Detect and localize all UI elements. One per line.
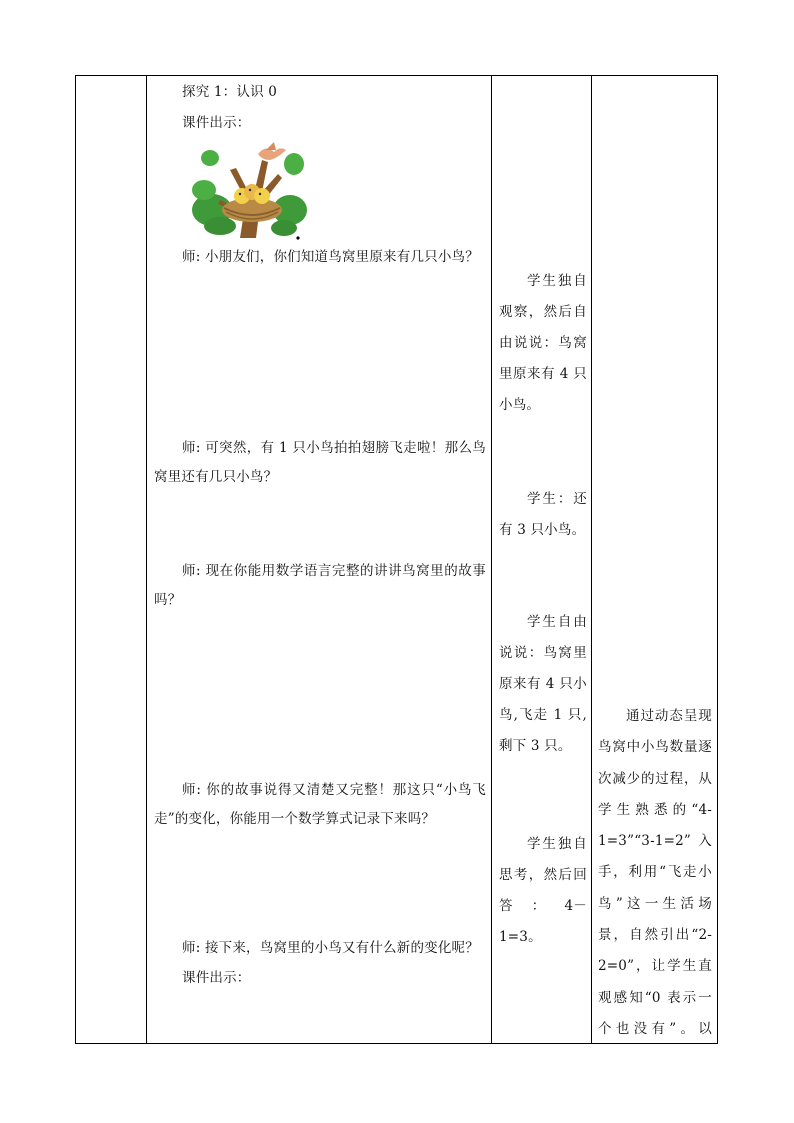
student-response-2: 学生：还有 3 只小鸟。	[499, 491, 587, 538]
bird-nest-illustration	[190, 140, 308, 240]
student-response-1: 学生独自观察，然后自由说说：鸟窝里原来有 4 只小鸟。	[499, 273, 587, 413]
teacher-question-5: 师: 接下来，鸟窝里的小鸟又有什么新的变化呢？	[182, 940, 479, 956]
teacher-question-3: 师: 现在你能用数学语言完整的讲讲鸟窝里的故事吗？	[154, 563, 486, 608]
column-divider	[146, 75, 147, 1044]
courseware-label: 课件出示：	[182, 115, 251, 131]
teacher-question-4: 师: 你的故事说得又清楚又完整！那这只“小鸟飞走”的变化，你能用一个数学算式记录下来吗？	[154, 782, 486, 827]
design-intent-text: 通过动态呈现鸟窝中小鸟数量逐次减少的过程，从学生熟悉的“4-1=3”“3-1=2”入手，利用“飞走小鸟”这一生活场景，自然引出“2-2=0”，让学生直观感知“0 表示一个也没有”。以	[598, 708, 712, 1037]
column-divider	[491, 75, 492, 1044]
teacher-question-1: 师: 小朋友们，你们知道鸟窝里原来有几只小鸟？	[182, 249, 479, 265]
student-response-3: 学生自由说说：鸟窝里原来有 4 只小鸟,飞走 1 只,剩下 3 只。	[499, 614, 587, 754]
student-response-4: 学生独自思考，然后回答：4－1=3。	[499, 836, 587, 945]
explore-title: 探究 1：认识 0	[182, 84, 278, 100]
column-divider	[591, 75, 592, 1044]
teacher-question-2: 师: 可突然，有 1 只小鸟拍拍翅膀飞走啦！那么鸟窝里还有几只小鸟？	[154, 440, 486, 485]
courseware-label-2: 课件出示：	[182, 970, 251, 986]
